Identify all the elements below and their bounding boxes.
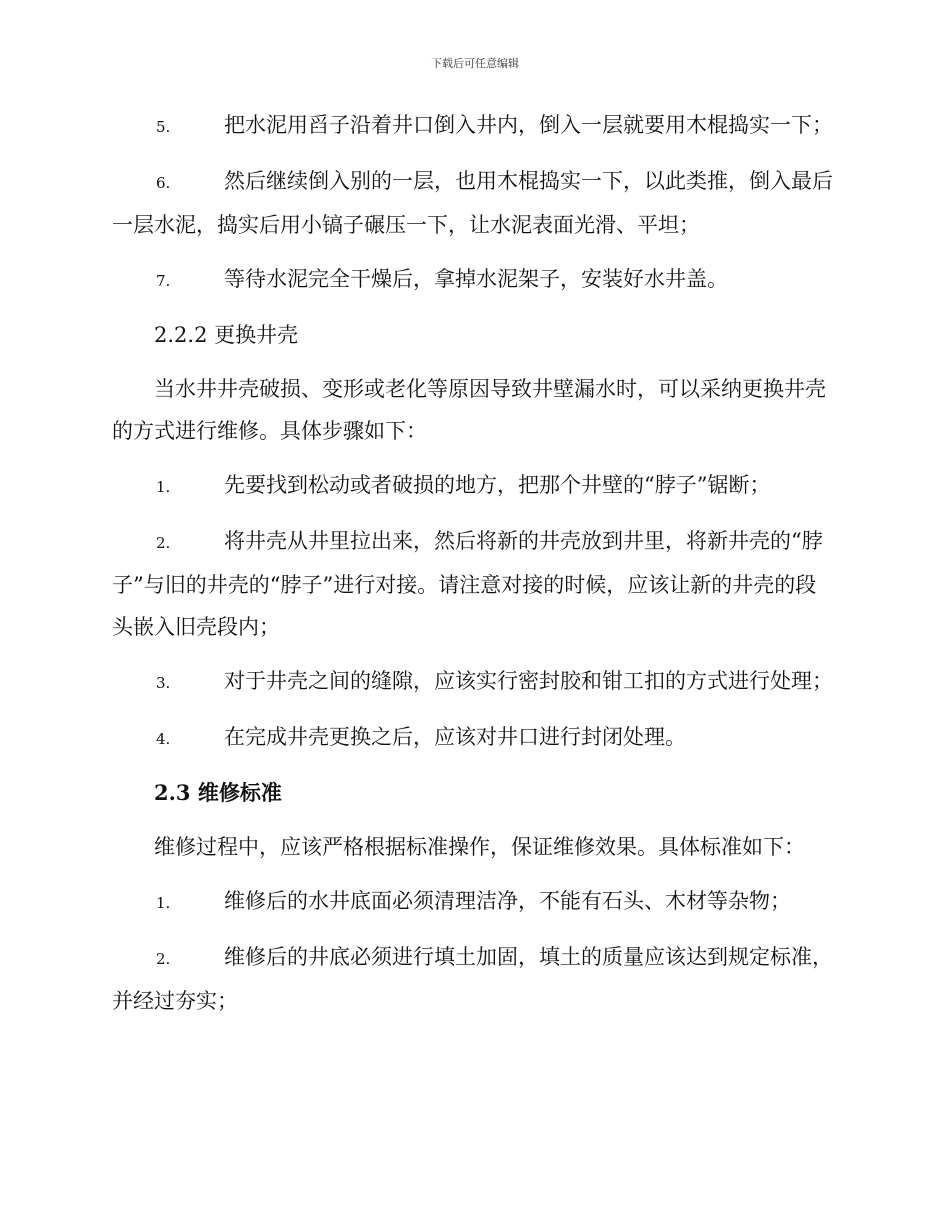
list-item-text: 先要找到松动或者破损的地方，把那个井壁的“脖子”锯断；: [224, 473, 771, 497]
list-item: [112, 660, 836, 704]
list-item-text: 在完成井壳更换之后，应该对井口进行封闭处理。: [224, 725, 686, 749]
list-item: [112, 716, 836, 760]
section-intro: 维修过程中，应该严格根据标准操作，保证维修效果。具体标准如下：: [154, 835, 805, 859]
list-item: [112, 258, 836, 302]
list-item-number: 1.: [156, 478, 171, 496]
list-item-text: 对于井壳之间的缝隙，应该实行密封胶和钳工扣的方式进行处理；: [224, 669, 833, 693]
list-item-number: 7.: [156, 272, 171, 290]
list-item-number: 4.: [156, 730, 171, 748]
list-item-number: 3.: [156, 674, 171, 692]
list-item-text: 把水泥用舀子沿着井口倒入井内，倒入一层就要用木棍捣实一下；: [224, 113, 833, 137]
list-item-number: 2.: [156, 534, 171, 552]
list-item-number: 1.: [156, 894, 171, 912]
list-item: [112, 880, 836, 924]
section-heading: 2.3 维修标准: [154, 780, 282, 805]
subsection-heading: 2.2.2 更换井壳: [154, 323, 299, 347]
list-item-text: 等待水泥完全干燥后，拿掉水泥架子，安装好水井盖。: [224, 267, 728, 291]
list-item: [112, 104, 836, 148]
list-item-number: 2.: [156, 950, 171, 968]
list-item-text: 将井壳从井里拉出来，然后将新的井壳放到井里，将新井壳的“脖子”与旧的井壳的“脖子”进行对接。请注意对接的时候，应该让新的井壳的段头嵌入旧壳段内；: [112, 529, 823, 639]
list-item: [112, 160, 836, 246]
document-body: [112, 104, 836, 1034]
subsection-intro: 当水井井壳破损、变形或老化等原因导致井壁漏水时，可以采纳更换井壳的方式进行维修。具体步骤如下：: [112, 377, 826, 443]
list-item-text: 维修后的井底必须进行填土加固，填土的质量应该达到规定标准，并经过夯实；: [112, 945, 833, 1013]
list-item-number: 5.: [156, 118, 171, 136]
list-item-text: 维修后的水井底面必须清理洁净，不能有石头、木材等杂物；: [224, 889, 791, 913]
list-item: [112, 520, 836, 648]
list-item-text: 然后继续倒入别的一层，也用木棍捣实一下，以此类推，倒入最后一层水泥，捣实后用小镐子碾压一下，让水泥表面光滑、平坦；: [112, 169, 833, 237]
list-item-number: 6.: [156, 174, 171, 192]
list-item: [112, 936, 836, 1022]
page-header: 下载后可任意编辑: [431, 57, 519, 70]
list-item: [112, 464, 836, 508]
